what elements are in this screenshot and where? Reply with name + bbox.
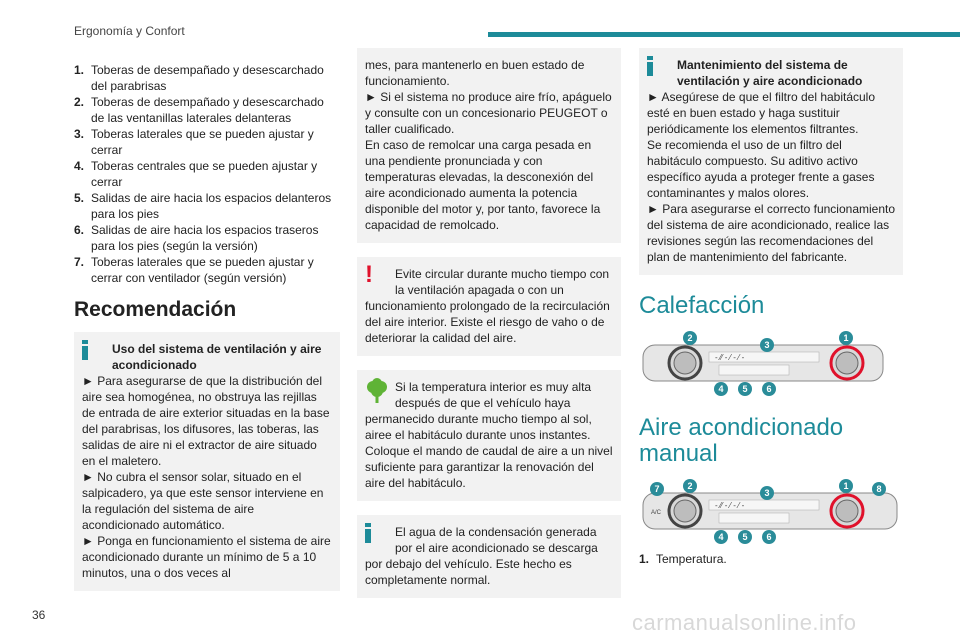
info-box-condensation: El agua de la condensación generada por el aire acondicionado se descarga por debajo del vehículo. Este hecho es completamente normal.	[357, 515, 621, 598]
info-box-maintenance	[639, 48, 903, 275]
section-title: Recomendación	[74, 298, 237, 321]
vent-list	[74, 62, 340, 286]
info-box-usage	[74, 332, 340, 591]
list-item: 3. Toberas laterales que se pueden ajustar y cerrar	[74, 127, 314, 157]
heating-control-panel	[639, 331, 903, 397]
marker-2: 2	[687, 481, 693, 491]
box-paragraph: mes, para mantenerlo en buen estado de funcionamiento.	[365, 58, 585, 88]
marker-6: 6	[766, 384, 772, 394]
list-item: 2. Toberas de desempañado y desescarchado de las ventanillas laterales delanteras	[74, 95, 324, 125]
column-2	[357, 48, 621, 598]
marker-2: 2	[687, 333, 693, 343]
box-paragraph: ► No cubra el sensor solar, situado en el salpicadero, ya que este sensor interviene en la regulación del sistema de aire acondicionado automático.	[82, 470, 324, 532]
svg-text:- ⁄⁄ - ⁄ - ⁄ -: - ⁄⁄ - ⁄ - ⁄ -	[715, 353, 745, 362]
heating-title: Calefacción	[639, 292, 765, 319]
box-title: Uso del sistema de ventilación y aire acondicionado	[112, 342, 322, 372]
watermark: carmanualsonline.info	[632, 610, 857, 635]
page-number: 36	[32, 608, 46, 622]
svg-text:- ⁄⁄ - ⁄ - ⁄ -: - ⁄⁄ - ⁄ - ⁄ -	[715, 501, 745, 510]
marker-1: 1	[843, 481, 849, 491]
column-1	[74, 62, 340, 591]
marker-4: 4	[718, 532, 724, 542]
list-item: 7. Toberas laterales que se pueden ajustar y cerrar con ventilador (según versión)	[74, 255, 314, 285]
box-paragraph: ► Asegúrese de que el filtro del habitáculo esté en buen estado y haga sustituir periódicamente los elementos filtrantes.	[647, 90, 876, 136]
list-item: 6. Salidas de aire hacia los espacios traseros para los pies (según la versión)	[74, 223, 319, 253]
ac-controls-list	[639, 551, 903, 567]
warning-box: ! Evite circular durante mucho tiempo con la ventilación apagada o con un funcionamiento prolongado de la recirculación del aire interior. Existe el riesgo de vaho o de deteriorar la calidad del aire.	[357, 257, 621, 356]
list-item: 5. Salidas de aire hacia los espacios delanteros para los pies	[74, 191, 332, 221]
warning-icon: !	[365, 261, 373, 288]
marker-4: 4	[718, 384, 724, 394]
marker-5: 5	[742, 532, 748, 542]
info-icon	[82, 340, 88, 360]
eco-tree-icon	[365, 378, 389, 408]
list-item: 1. Temperatura.	[639, 552, 727, 566]
info-icon	[365, 523, 371, 543]
ac-control-panel	[639, 479, 903, 545]
header-bar	[488, 32, 960, 37]
box-paragraph: En caso de remolcar una carga pesada en una pendiente pronunciada y con temperaturas elevadas, la desconexión del aire acondicionado aumenta la potencia disponible del motor y, por tanto, favorece la capacidad de remolcado.	[365, 138, 601, 232]
marker-1: 1	[843, 333, 849, 343]
box-title: Mantenimiento del sistema de ventilación y aire acondicionado	[677, 58, 863, 88]
box-paragraph: ► Para asegurarse el correcto funcionamiento del sistema de aire acondicionado, realice las revisiones según las recomendaciones del plan de mantenimiento del fabricante.	[647, 202, 896, 264]
box-paragraph: Se recomienda el uso de un filtro del habitáculo compuesto. Su aditivo activo específico ayuda a proteger frente a gases contaminantes y malos olores.	[647, 138, 875, 200]
marker-6: 6	[766, 532, 772, 542]
info-box-continued	[357, 48, 621, 243]
marker-7: 7	[654, 484, 660, 494]
column-3	[639, 48, 903, 567]
marker-3: 3	[764, 488, 770, 498]
header-title: Ergonomía y Confort	[74, 24, 185, 38]
ac-title: Aire acondicionado manual	[639, 414, 844, 467]
info-icon	[647, 56, 653, 76]
box-paragraph: ► Si el sistema no produce aire frío, apáguelo y consulte con un concesionario PEUGEOT o taller cualificado.	[365, 90, 612, 136]
list-item: 1. Toberas de desempañado y desescarchado del parabrisas	[74, 63, 324, 93]
marker-5: 5	[742, 384, 748, 394]
list-item: 4. Toberas centrales que se pueden ajustar y cerrar	[74, 159, 318, 189]
box-paragraph: ► Para asegurarse de que la distribución del aire sea homogénea, no obstruya las rejillas de entrada de aire exterior situadas en la base del parabrisas, los difusores, las toberas, las salidas de aire ni el extractor de aire situado en el maletero.	[82, 374, 330, 468]
marker-8: 8	[876, 484, 882, 494]
box-paragraph: ► Ponga en funcionamiento el sistema de aire acondicionado durante un mínimo de 5 a 10 minutos, una o dos veces al	[82, 534, 331, 580]
eco-box: Si la temperatura interior es muy alta después de que el vehículo haya permanecido durante mucho tiempo al sol, airee el habitáculo durante unos instantes. Coloque el mando de caudal de aire a un nivel suficiente para garantizar la renovación del aire del habitáculo.	[357, 370, 621, 501]
marker-3: 3	[764, 340, 770, 350]
ac-label: A/C	[651, 510, 662, 516]
